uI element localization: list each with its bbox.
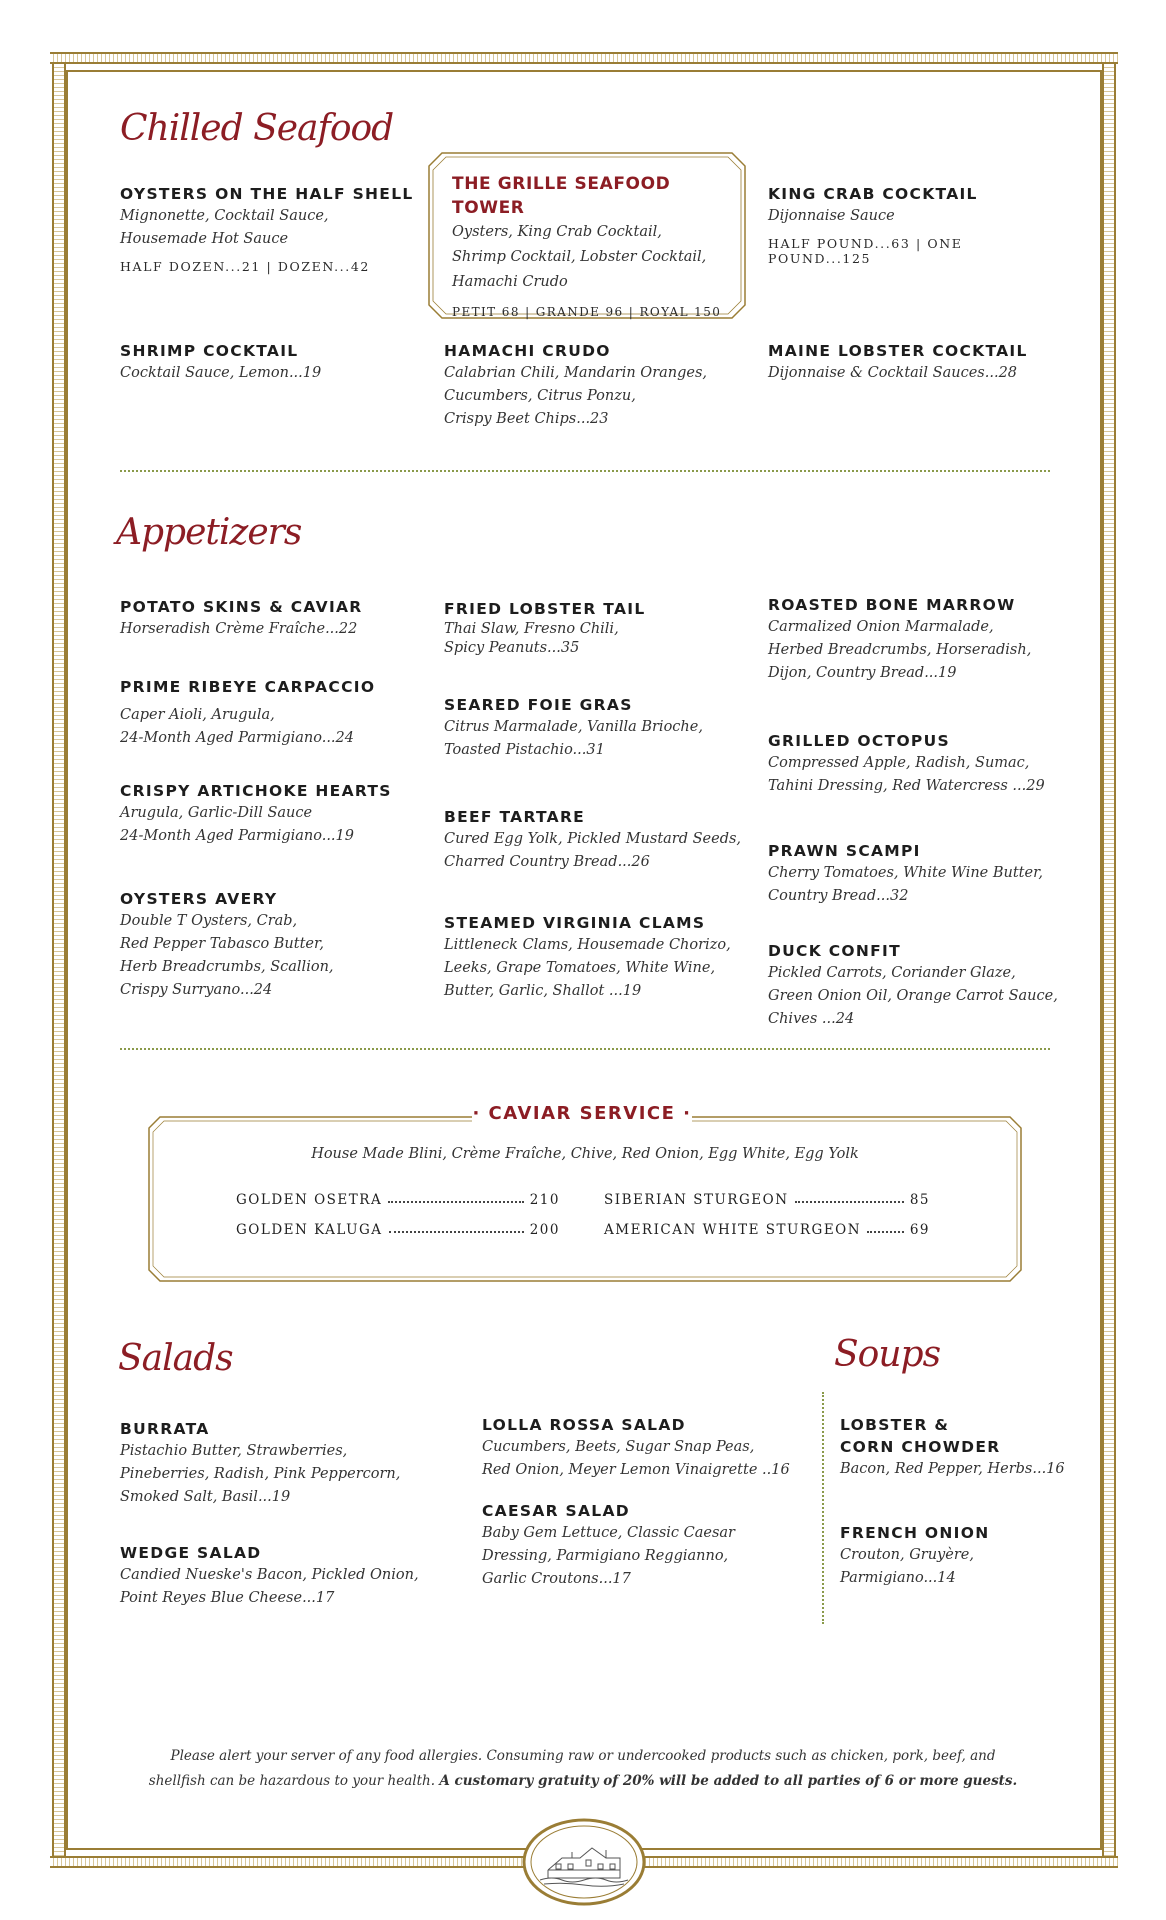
dot-leader — [867, 1222, 904, 1233]
caviar-row — [236, 1222, 560, 1238]
menu-item — [768, 840, 1088, 908]
allergy-notice — [130, 1744, 1036, 1794]
item-desc: Crouton, Gruyère, — [840, 1547, 974, 1563]
notice-line: Please alert your server of any food allergies. Consuming raw or undercooked products such as chicken, pork, beef, and — [170, 1748, 996, 1764]
menu-item — [120, 596, 430, 641]
item-desc: Red Onion, Meyer Lemon Vinaigrette ..16 — [482, 1462, 790, 1478]
item-name: PRAWN SCAMPI — [768, 842, 921, 860]
item-name: STEAMED VIRGINIA CLAMS — [444, 914, 706, 932]
menu-item — [444, 694, 754, 762]
item-desc: Herbed Breadcrumbs, Horseradish, — [768, 642, 1032, 658]
dot-leader — [388, 1192, 524, 1203]
menu-item-oysters-half-shell — [120, 183, 430, 274]
item-name: LOBSTER & — [840, 1416, 950, 1434]
item-name: CORN CHOWDER — [840, 1438, 1001, 1456]
caviar-price: 200 — [529, 1222, 560, 1238]
menu-item — [444, 912, 764, 1003]
item-name: CRISPY ARTICHOKE HEARTS — [120, 782, 392, 800]
item-desc: Cured Egg Yolk, Pickled Mustard Seeds, — [444, 831, 742, 847]
item-desc: 24-Month Aged Parmigiano...19 — [120, 828, 354, 844]
menu-item — [840, 1414, 1070, 1481]
salads-heading: Salads — [118, 1338, 233, 1379]
item-desc: Dressing, Parmigiano Reggianno, — [482, 1548, 729, 1564]
item-desc: Arugula, Garlic-Dill Sauce — [120, 805, 313, 821]
item-desc: Pistachio Butter, Strawberries, — [120, 1443, 348, 1459]
item-name: GRILLED OCTOPUS — [768, 732, 950, 750]
menu-item-hamachi-crudo — [444, 340, 754, 431]
soups-divider — [822, 1392, 824, 1624]
caviar-description: House Made Blini, Crème Fraîche, Chive, Red Onion, Egg White, Egg Yolk — [311, 1146, 859, 1162]
item-name: FRIED LOBSTER TAIL — [444, 600, 646, 618]
border-right — [1102, 64, 1116, 1856]
item-name: HAMACHI CRUDO — [444, 342, 611, 360]
item-name: DUCK CONFIT — [768, 942, 901, 960]
item-desc: Point Reyes Blue Cheese...17 — [120, 1590, 335, 1606]
menu-item — [120, 676, 430, 750]
item-name: POTATO SKINS & CAVIAR — [120, 598, 363, 616]
item-desc: Charred Country Bread...26 — [444, 854, 650, 870]
item-desc: Herb Breadcrumbs, Scallion, — [120, 959, 334, 975]
notice-line — [130, 1769, 1036, 1794]
menu-item — [120, 1542, 440, 1610]
item-desc: Carmalized Onion Marmalade, — [768, 619, 994, 635]
item-desc: Baby Gem Lettuce, Classic Caesar — [482, 1525, 735, 1541]
caviar-row — [604, 1192, 930, 1208]
menu-item — [120, 1418, 440, 1509]
item-desc: Housemade Hot Sauce — [120, 231, 289, 247]
item-desc: Cucumbers, Beets, Sugar Snap Peas, — [482, 1439, 755, 1455]
item-prices: HALF DOZEN...21 | DOZEN...42 — [120, 259, 370, 274]
item-desc: Calabrian Chili, Mandarin Oranges, — [444, 365, 708, 381]
item-desc: Parmigiano...14 — [840, 1570, 956, 1586]
item-desc: Smoked Salt, Basil...19 — [120, 1489, 291, 1505]
appetizers-heading: Appetizers — [116, 512, 302, 553]
item-desc: Garlic Croutons...17 — [482, 1571, 631, 1587]
menu-item — [482, 1500, 802, 1591]
item-desc: Country Bread...32 — [768, 888, 909, 904]
item-desc: Citrus Marmalade, Vanilla Brioche, — [444, 719, 703, 735]
section-divider — [120, 1048, 1050, 1050]
item-name: FRENCH ONION — [840, 1524, 990, 1542]
menu-item-shrimp-cocktail — [120, 340, 420, 385]
item-name: OYSTERS ON THE HALF SHELL — [120, 185, 414, 203]
border-top — [50, 52, 1118, 64]
menu-item-king-crab — [768, 183, 1068, 266]
item-desc: Thai Slaw, Fresno Chili, — [444, 621, 619, 637]
dot-leader — [389, 1222, 524, 1233]
item-name: PRIME RIBEYE CARPACCIO — [120, 678, 376, 696]
border-left — [52, 64, 66, 1856]
item-desc: Green Onion Oil, Orange Carrot Sauce, — [768, 988, 1058, 1004]
menu-item — [768, 730, 1088, 798]
item-name: WEDGE SALAD — [120, 1544, 262, 1562]
menu-item — [444, 598, 754, 658]
item-desc: Pickled Carrots, Coriander Glaze, — [768, 965, 1016, 981]
menu-item — [768, 940, 1088, 1031]
item-desc: Oysters, King Crab Cocktail, — [452, 224, 662, 240]
item-desc: Caper Aioli, Arugula, — [120, 707, 275, 723]
item-name: BURRATA — [120, 1420, 210, 1438]
item-desc: Spicy Peanuts...35 — [444, 640, 580, 656]
caviar-name: GOLDEN OSETRA — [236, 1192, 383, 1208]
notice-text: shellfish can be hazardous to your health. — [148, 1773, 436, 1789]
menu-item-maine-lobster — [768, 340, 1068, 385]
item-desc: Candied Nueske's Bacon, Pickled Onion, — [120, 1567, 419, 1583]
tower-title: THE GRILLE SEAFOOD TOWER — [452, 174, 671, 218]
item-desc: Toasted Pistachio...31 — [444, 742, 605, 758]
caviar-name: AMERICAN WHITE STURGEON — [604, 1222, 862, 1238]
item-desc: Dijonnaise Sauce — [768, 208, 895, 224]
item-desc: Red Pepper Tabasco Butter, — [120, 936, 324, 952]
item-name: MAINE LOBSTER COCKTAIL — [768, 342, 1028, 360]
caviar-row — [604, 1222, 930, 1238]
item-desc: Crispy Beet Chips...23 — [444, 411, 609, 427]
caviar-price: 210 — [529, 1192, 560, 1208]
item-desc: Hamachi Crudo — [452, 274, 568, 290]
tower-prices: PETIT 68 | GRANDE 96 | ROYAL 150 — [452, 305, 722, 319]
item-desc: Dijon, Country Bread...19 — [768, 665, 957, 681]
item-desc: Cherry Tomatoes, White Wine Butter, — [768, 865, 1044, 881]
item-name: SEARED FOIE GRAS — [444, 696, 633, 714]
item-desc: Bacon, Red Pepper, Herbs...16 — [840, 1461, 1065, 1477]
item-name: CAESAR SALAD — [482, 1502, 630, 1520]
section-divider — [120, 470, 1050, 472]
item-name: KING CRAB COCKTAIL — [768, 185, 978, 203]
menu-item — [768, 594, 1088, 685]
caviar-name: GOLDEN KALUGA — [236, 1222, 383, 1238]
item-desc: Chives ...24 — [768, 1011, 855, 1027]
item-desc: Shrimp Cocktail, Lobster Cocktail, — [452, 249, 707, 265]
caviar-price: 69 — [909, 1222, 930, 1238]
item-name: BEEF TARTARE — [444, 808, 586, 826]
item-desc: Compressed Apple, Radish, Sumac, — [768, 755, 1030, 771]
caviar-price: 85 — [909, 1192, 930, 1208]
item-desc: Leeks, Grape Tomatoes, White Wine, — [444, 960, 716, 976]
menu-item — [482, 1414, 802, 1482]
item-name: OYSTERS AVERY — [120, 890, 278, 908]
menu-item — [120, 888, 430, 1002]
soups-heading: Soups — [834, 1334, 941, 1375]
item-desc: Double T Oysters, Crab, — [120, 913, 298, 929]
item-desc: Horseradish Crème Fraîche...22 — [120, 621, 358, 637]
menu-item — [444, 806, 764, 874]
item-prices: HALF POUND...63 | ONE POUND...125 — [768, 236, 963, 266]
restaurant-emblem-icon — [522, 1818, 646, 1906]
chilled-seafood-heading: Chilled Seafood — [120, 108, 394, 149]
menu-item-seafood-tower — [452, 172, 742, 319]
item-desc: Cucumbers, Citrus Ponzu, — [444, 388, 636, 404]
item-desc: Crispy Surryano...24 — [120, 982, 273, 998]
caviar-service-title: · CAVIAR SERVICE · — [472, 1097, 692, 1131]
item-name: LOLLA ROSSA SALAD — [482, 1416, 686, 1434]
item-name: SHRIMP COCKTAIL — [120, 342, 299, 360]
menu-item — [840, 1522, 1070, 1590]
dot-leader — [795, 1192, 904, 1203]
item-desc: Cocktail Sauce, Lemon...19 — [120, 365, 322, 381]
item-desc: 24-Month Aged Parmigiano...24 — [120, 730, 354, 746]
caviar-name: SIBERIAN STURGEON — [604, 1192, 789, 1208]
gratuity-notice: A customary gratuity of 20% will be added to all parties of 6 or more guests. — [439, 1773, 1018, 1789]
menu-item — [120, 780, 440, 848]
item-desc: Tahini Dressing, Red Watercress ...29 — [768, 778, 1045, 794]
caviar-row — [236, 1192, 560, 1208]
item-desc: Pineberries, Radish, Pink Peppercorn, — [120, 1466, 401, 1482]
item-desc: Mignonette, Cocktail Sauce, — [120, 208, 329, 224]
item-name: ROASTED BONE MARROW — [768, 596, 1016, 614]
item-desc: Littleneck Clams, Housemade Chorizo, — [444, 937, 731, 953]
item-desc: Dijonnaise & Cocktail Sauces...28 — [768, 365, 1018, 381]
item-desc: Butter, Garlic, Shallot ...19 — [444, 983, 642, 999]
